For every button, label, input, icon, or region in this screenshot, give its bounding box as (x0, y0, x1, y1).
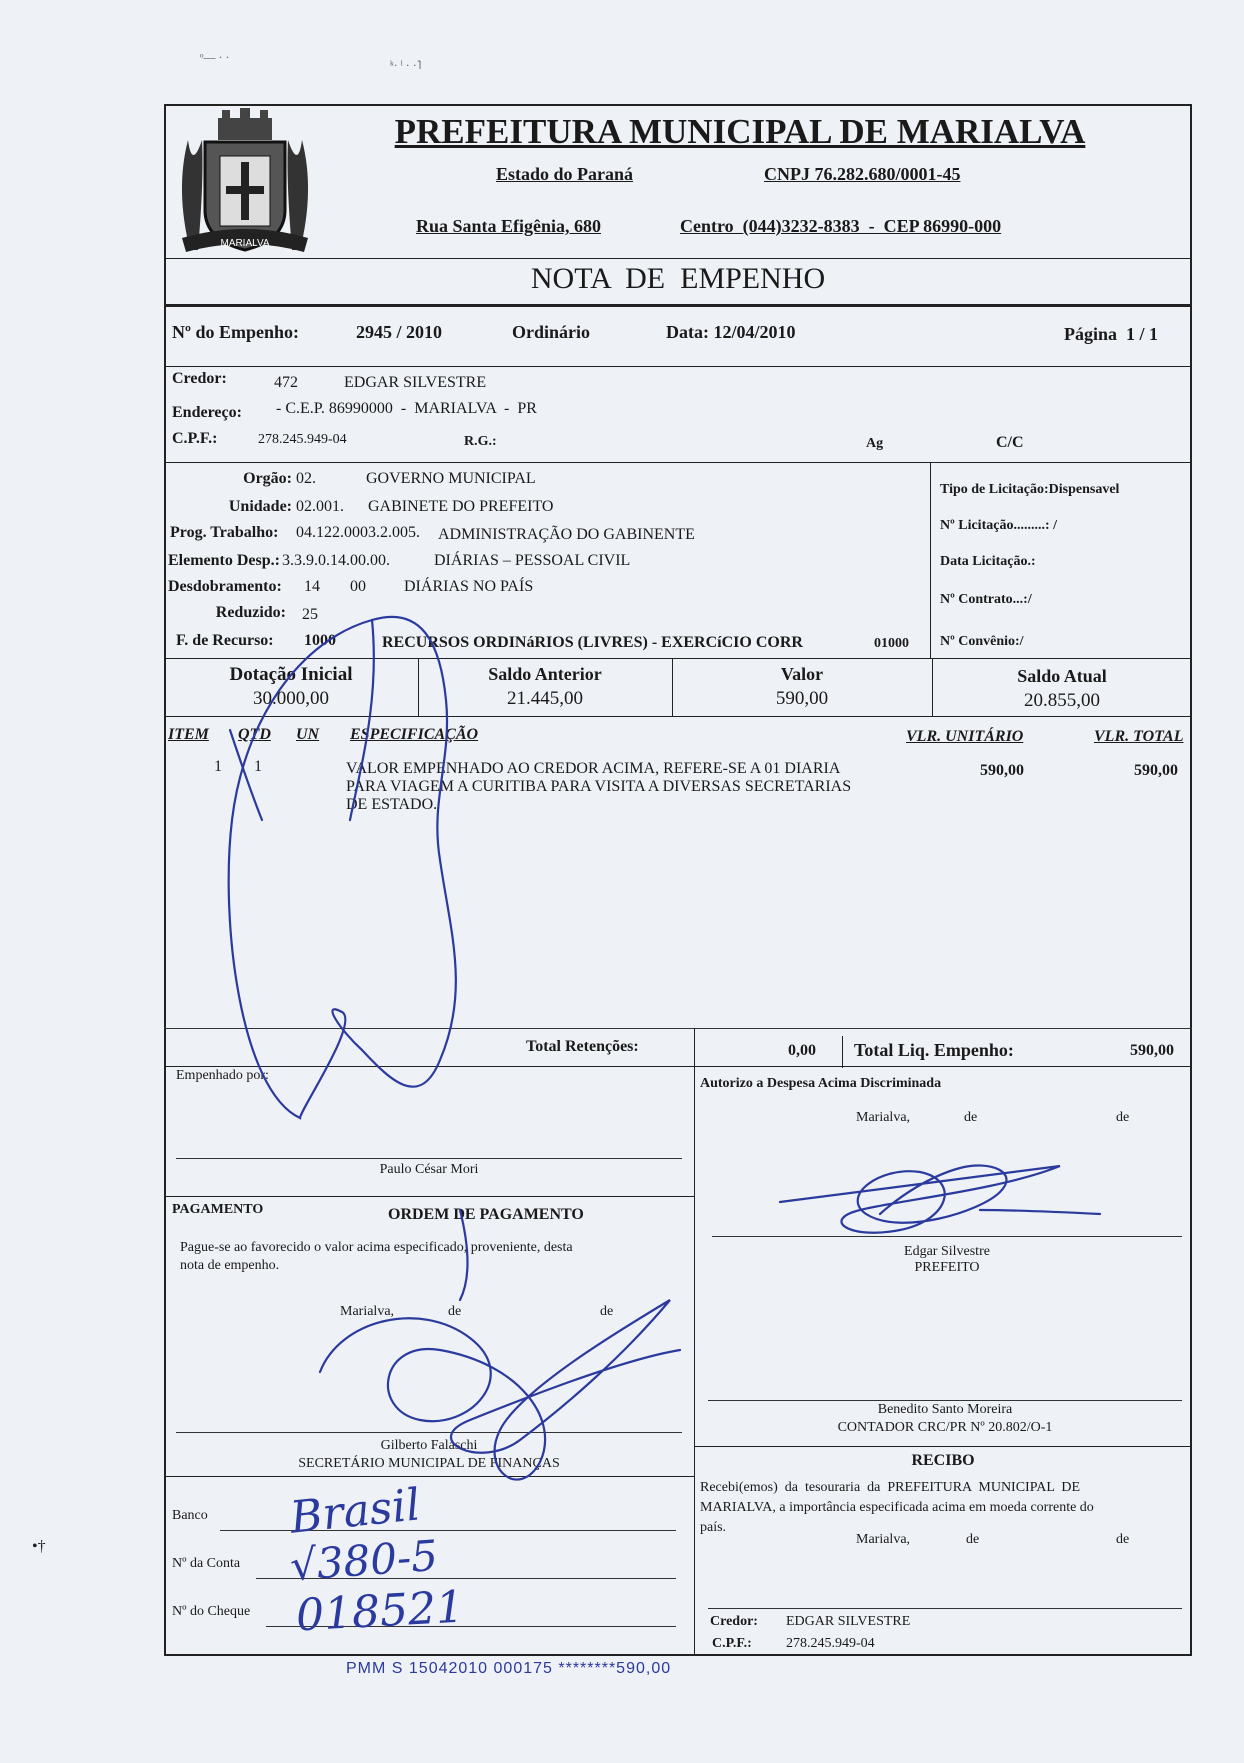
autorizo-place: Marialva, (856, 1110, 911, 1125)
autorizo-title: Autorizo a Despesa Acima Discriminada (700, 1076, 942, 1091)
conta-label: Nº da Conta (172, 1556, 241, 1571)
empenho-label: Nº do Empenho: (172, 322, 299, 342)
convenio-numero: Nº Convênio:/ (940, 634, 1024, 649)
prog-label: Prog. Trabalho: (170, 524, 279, 541)
ordem-pagamento-title: ORDEM DE PAGAMENTO (388, 1206, 584, 1223)
pagamento-text2: nota de empenho. (180, 1258, 280, 1273)
recibo-credor-label: Credor: (710, 1614, 758, 1629)
col-vlr-total: VLR. TOTAL (1094, 728, 1184, 745)
credor-cpf: 278.245.949-04 (258, 432, 347, 447)
mechanical-stamp: PMM S 15042010 000175 ********590,00 (346, 1660, 672, 1677)
liq-empenho-value: 590,00 (1130, 1042, 1174, 1059)
col-vlr-unitario: VLR. UNITÁRIO (906, 728, 1024, 745)
empenhado-name: Paulo César Mori (379, 1162, 479, 1177)
autorizo-de2: de (1116, 1110, 1130, 1125)
credor-label: Credor: (172, 370, 227, 387)
pagamento-text1: Pague-se ao favorecido o valor acima especificado, proveniente, desta (180, 1240, 573, 1255)
col-qtd: QTD (238, 726, 271, 743)
recibo-line1: Recebi(emos) da tesouraria da PREFEITURA MUNICIPAL DE (700, 1480, 1081, 1495)
unidade-code: 02.001. (296, 498, 344, 515)
recurso-number: 01000 (874, 636, 909, 651)
pagamento-de2: de (600, 1304, 614, 1319)
reduzido-label: Reduzido: (215, 604, 286, 621)
cc-label: C/C (996, 434, 1024, 451)
empenho-date: Data: 12/04/2010 (666, 322, 796, 342)
empenhado-label: Empenhado por: (176, 1068, 269, 1083)
recibo-place: Marialva, (856, 1532, 911, 1547)
doc-title: NOTA DE EMPENHO (530, 262, 826, 295)
item-vlr-total: 590,00 (1134, 762, 1178, 779)
state-name: Estado do Paraná (496, 164, 634, 184)
prog-desc: ADMINISTRAÇÃO DO GABINENTE (438, 526, 695, 543)
desd-code1: 14 (304, 578, 320, 595)
secretario-name: Gilberto Falaschi (380, 1438, 478, 1453)
item-desc-line2: PARA VIAGEM A CURITIBA PARA VISITA A DIVERSAS SECRETARIAS (346, 778, 852, 795)
empenho-type: Ordinário (512, 322, 591, 342)
orgao-code: 02. (296, 470, 316, 487)
elem-code: 3.3.9.0.14.00.00. (282, 552, 390, 569)
pagamento-place: Marialva, (340, 1304, 395, 1319)
recibo-line3: país. (700, 1520, 727, 1535)
orgao-desc: GOVERNO MUNICIPAL (366, 470, 536, 487)
cnpj: CNPJ 76.282.680/0001-45 (764, 164, 961, 184)
item-number: 1 (214, 758, 222, 775)
prefeito-role: PREFEITO (914, 1260, 980, 1275)
autorizo-de1: de (964, 1110, 978, 1125)
col-item: ITEM (168, 726, 209, 743)
recibo-credor-name: EDGAR SILVESTRE (786, 1614, 911, 1629)
prog-code: 04.122.0003.2.005. (296, 524, 420, 541)
conta-handwritten: √380-5 (288, 1530, 440, 1591)
saldo-atual-value: 20.855,00 (1024, 690, 1100, 711)
dotacao-value: 30.000,00 (253, 688, 329, 709)
pagamento-title: PAGAMENTO (172, 1202, 264, 1217)
scan-mark: ᵏ· ˡ · ·˥ (390, 58, 422, 72)
contador-name: Benedito Santo Moreira (877, 1402, 1013, 1417)
dotacao-label: Dotação Inicial (229, 664, 353, 685)
coat-of-arms (170, 100, 320, 260)
pagamento-de1: de (448, 1304, 462, 1319)
saldo-anterior-label: Saldo Anterior (488, 664, 602, 684)
credor-name: EDGAR SILVESTRE (344, 374, 487, 391)
empenho-number: 2945 / 2010 (356, 322, 443, 342)
recibo-de1: de (966, 1532, 980, 1547)
saldo-anterior-value: 21.445,00 (507, 688, 583, 709)
scan-mark: ᵒ— · · (200, 50, 230, 64)
district-phone-cep: Centro (044)3232-8383 - CEP 86990-000 (680, 216, 1002, 236)
recurso-desc: RECURSOS ORDINáRIOS (LIVRES) - EXERCíCIO CORR (382, 634, 803, 651)
banco-label: Banco (172, 1508, 208, 1523)
reduzido-value: 25 (302, 606, 318, 623)
unidade-desc: GABINETE DO PREFEITO (368, 498, 554, 515)
scan-mark: •† (32, 1538, 46, 1555)
licitacao-tipo: Tipo de Licitação:Dispensavel (940, 482, 1120, 497)
unidade-label: Unidade: (228, 498, 292, 515)
credor-address: - C.E.P. 86990000 - MARIALVA - PR (276, 400, 537, 417)
item-desc-line3: DE ESTADO. (346, 796, 438, 813)
rg-label: R.G.: (464, 434, 497, 449)
address: Rua Santa Efigênia, 680 (416, 216, 602, 236)
licitacao-numero: Nº Licitação.........: / (940, 518, 1057, 533)
item-desc-line1: VALOR EMPENHADO AO CREDOR ACIMA, REFERE-SE A 01 DIARIA (346, 760, 841, 777)
recibo-de2: de (1116, 1532, 1130, 1547)
valor-label: Valor (780, 664, 824, 684)
recibo-cpf-label: C.P.F.: (712, 1636, 752, 1651)
liq-empenho-label: Total Liq. Empenho: (854, 1040, 1014, 1060)
elem-desc: DIÁRIAS – PESSOAL CIVIL (434, 552, 631, 569)
recibo-cpf: 278.245.949-04 (786, 1636, 875, 1651)
cheque-label: Nº do Cheque (172, 1604, 251, 1619)
col-especificacao: ESPECIFICAÇÃO (350, 726, 479, 743)
saldo-atual-label: Saldo Atual (1017, 666, 1107, 686)
retencoes-value: 0,00 (788, 1042, 816, 1059)
elem-label: Elemento Desp.: (168, 552, 280, 569)
credor-code: 472 (274, 374, 298, 391)
col-un: UN (296, 726, 320, 743)
page-number: Página 1 / 1 (1064, 324, 1159, 344)
prefeito-name: Edgar Silvestre (904, 1244, 990, 1259)
orgao-label: Orgão: (243, 470, 292, 487)
valor-value: 590,00 (775, 688, 829, 709)
item-qtd: 1 (254, 758, 262, 775)
ag-label: Ag (866, 436, 884, 451)
banco-handwritten: Brasil (287, 1479, 423, 1544)
recibo-line2: MARIALVA, a importância especificada acima em moeda corrente do (700, 1500, 1094, 1515)
svg-text:MARIALVA: MARIALVA (220, 238, 270, 249)
address-label: Endereço: (172, 404, 242, 421)
item-vlr-unitario: 590,00 (980, 762, 1024, 779)
recurso-label: F. de Recurso: (176, 632, 274, 649)
desd-label: Desdobramento: (168, 578, 282, 595)
recurso-code: 1000 (304, 632, 336, 649)
contador-role: CONTADOR CRC/PR Nº 20.802/O-1 (837, 1420, 1053, 1435)
prefeitura-title: PREFEITURA MUNICIPAL DE MARIALVA (394, 112, 1086, 151)
desd-desc: DIÁRIAS NO PAÍS (404, 578, 534, 595)
licitacao-data: Data Licitação.: (940, 554, 1036, 569)
contrato-numero: Nº Contrato...:/ (940, 592, 1032, 607)
secretario-role: SECRETÁRIO MUNICIPAL DE FINANÇAS (298, 1456, 560, 1471)
cheque-handwritten: 018521 (294, 1581, 466, 1642)
desd-code2: 00 (350, 578, 366, 595)
retencoes-label: Total Retenções: (526, 1038, 639, 1055)
cpf-label: C.P.F.: (172, 430, 218, 447)
recibo-title: RECIBO (911, 1452, 975, 1469)
